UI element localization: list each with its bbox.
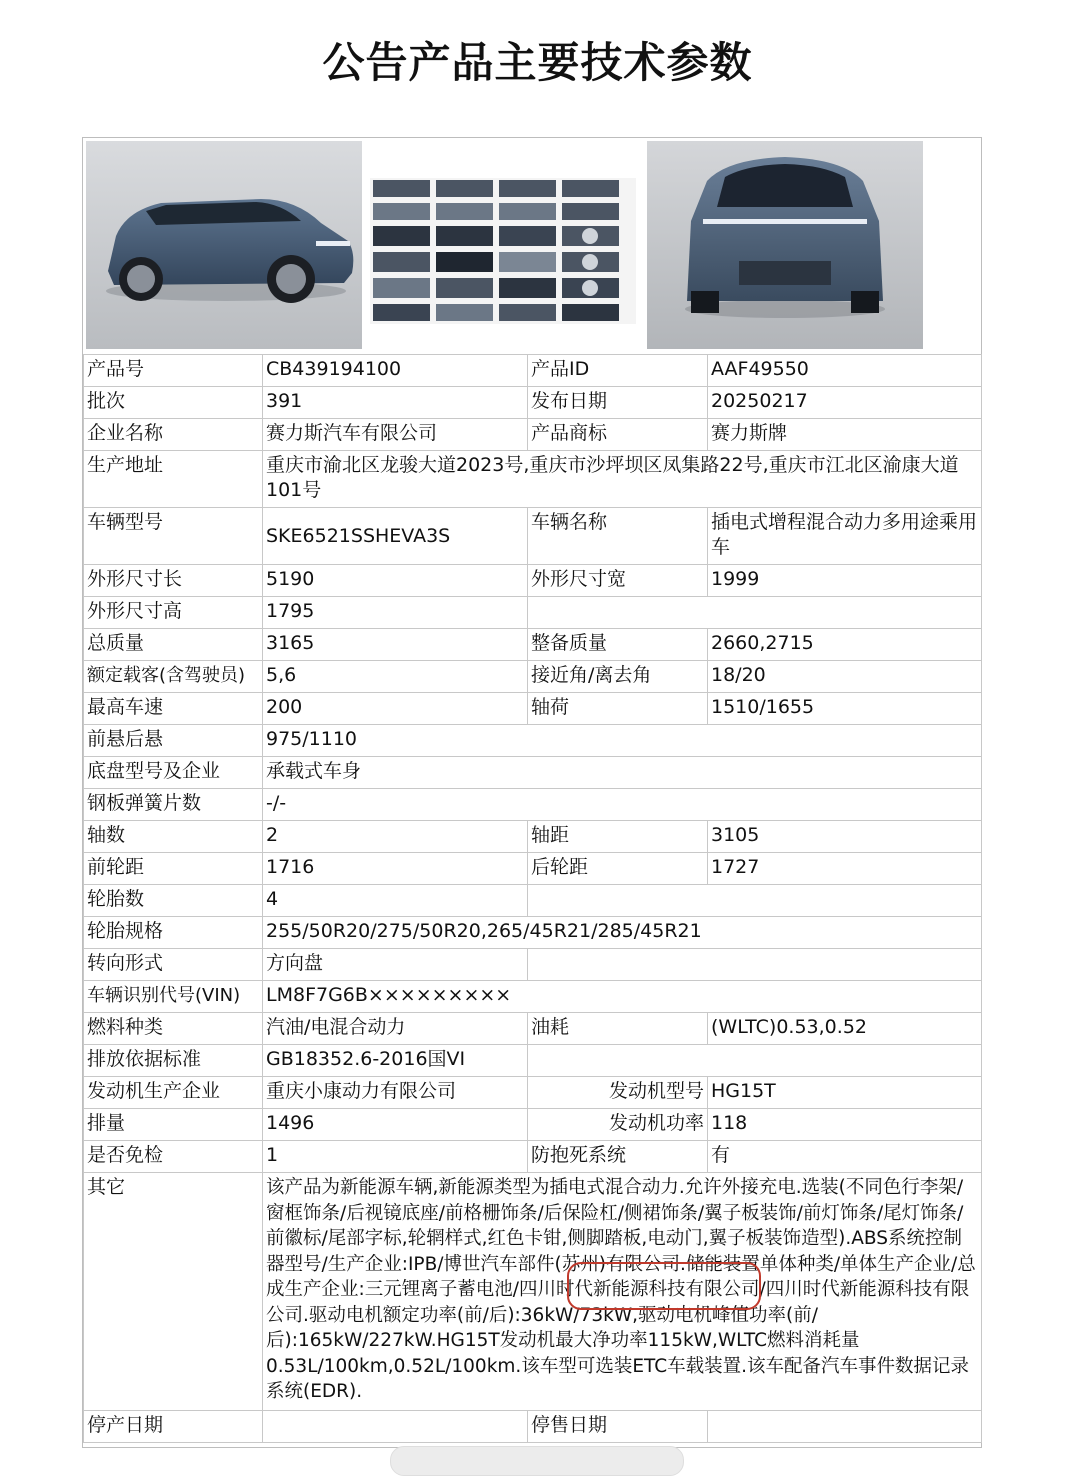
cell-value: 1510/1655: [708, 693, 982, 725]
cell-value: -/-: [263, 789, 982, 821]
table-row: [84, 853, 982, 885]
cell-value: 重庆小康动力有限公司: [263, 1077, 528, 1109]
cell-value: [263, 1411, 528, 1443]
cell-label: 轴距: [528, 821, 708, 853]
cell-label: 发动机型号: [528, 1077, 708, 1109]
cell-empty: [528, 597, 982, 629]
cell-label: 钢板弹簧片数: [84, 789, 263, 821]
cell-label: 车辆型号: [84, 508, 263, 565]
home-indicator[interactable]: [390, 1446, 684, 1476]
cell-value: 1: [263, 1141, 528, 1173]
cell-label: 底盘型号及企业: [84, 757, 263, 789]
car-rear-photo: [647, 141, 923, 349]
other-notes: 该产品为新能源车辆,新能源类型为插电式混合动力.允许外接充电.选装(不同色行李架/窗框饰条/后视镜底座/前格栅饰条/后保险杠/侧裙饰条/翼子板装饰/前灯饰条/尾灯饰条/前徽标/尾部字标,轮辋样式,红色卡钳,侧脚踏板,电动门,翼子板装饰造型).ABS系统控制器型号/生产企业:IPB/博世汽车部件(苏州)有限公司.储能装置单体种类/单体生产企业/总成生产企业:三元锂离子蓄电池/四川时代新能源科技有限公司/四川时代新能源科技有限公司.驱动电机额定功率(前/后):36kW/73kW,驱动电机峰值功率(前/后):165kW/227kW.HG15T发动机最大净功率115kW,WLTC燃料消耗量0.53L/100km,0.52L/100km.该车型可选装ETC车载装置.该车配备汽车事件数据记录系统(EDR).: [263, 1173, 982, 1411]
cell-label: 是否免检: [84, 1141, 263, 1173]
cell-empty: [528, 949, 982, 981]
cell-label: 前悬后悬: [84, 725, 263, 757]
cell-label: 生产地址: [84, 451, 263, 508]
cell-value: 1795: [263, 597, 528, 629]
cell-label: 停产日期: [84, 1411, 263, 1443]
table-row: [84, 565, 982, 597]
table-row: [84, 597, 982, 629]
cell-label: 轴数: [84, 821, 263, 853]
table-row: [84, 949, 982, 981]
cell-label: 轮胎数: [84, 885, 263, 917]
cell-value: 4: [263, 885, 528, 917]
table-row: [84, 917, 982, 949]
cell-value: 赛力斯汽车有限公司: [263, 419, 528, 451]
cell-value: 18/20: [708, 661, 982, 693]
cell-value: 承载式车身: [263, 757, 982, 789]
detail-collage: [370, 178, 636, 324]
cell-value: [708, 1411, 982, 1443]
table-row: [84, 1109, 982, 1141]
page-title: 公告产品主要技术参数: [322, 38, 753, 87]
table-row: [84, 419, 982, 451]
cell-value: 3165: [263, 629, 528, 661]
cell-value: 汽油/电混合动力: [263, 1013, 528, 1045]
cell-label: 额定载客(含驾驶员): [84, 661, 263, 693]
cell-value: LM8F7G6B×××××××××: [263, 981, 982, 1013]
cell-label: 排放依据标准: [84, 1045, 263, 1077]
cell-label: 产品号: [84, 355, 263, 387]
highlight-circle: [567, 1262, 761, 1310]
cell-label: 产品商标: [528, 419, 708, 451]
table-row: [84, 821, 982, 853]
table-row: [84, 885, 982, 917]
cell-value: GB18352.6-2016国VI: [263, 1045, 528, 1077]
cell-label: 停售日期: [528, 1411, 708, 1443]
table-row: [84, 757, 982, 789]
table-row: [84, 508, 982, 565]
cell-value: 1999: [708, 565, 982, 597]
cell-label: 轮胎规格: [84, 917, 263, 949]
car-front-photo: [86, 141, 362, 349]
cell-label: 后轮距: [528, 853, 708, 885]
cell-value: 5190: [263, 565, 528, 597]
cell-label: 燃料种类: [84, 1013, 263, 1045]
cell-value: 2660,2715: [708, 629, 982, 661]
cell-label: 其它: [84, 1173, 263, 1411]
table-row: [84, 693, 982, 725]
cell-value: 2: [263, 821, 528, 853]
cell-value: 方向盘: [263, 949, 528, 981]
cell-label: 总质量: [84, 629, 263, 661]
cell-value: 200: [263, 693, 528, 725]
table-row: [84, 629, 982, 661]
table-row: [84, 661, 982, 693]
cell-value: 1496: [263, 1109, 528, 1141]
cell-label: 最高车速: [84, 693, 263, 725]
cell-empty: [528, 885, 982, 917]
cell-value: 重庆市渝北区龙骏大道2023号,重庆市沙坪坝区凤集路22号,重庆市江北区渝康大道101号: [263, 451, 982, 508]
table-row: [84, 1077, 982, 1109]
table-row: [84, 451, 982, 508]
cell-value: 5,6: [263, 661, 528, 693]
table-row: [84, 355, 982, 387]
cell-value: 20250217: [708, 387, 982, 419]
cell-label: 产品ID: [528, 355, 708, 387]
cell-value: AAF49550: [708, 355, 982, 387]
table-row: [84, 1141, 982, 1173]
cell-label: 发布日期: [528, 387, 708, 419]
cell-label: 车辆名称: [528, 508, 708, 565]
cell-label: 发动机生产企业: [84, 1077, 263, 1109]
cell-value: 255/50R20/275/50R20,265/45R21/285/45R21: [263, 917, 982, 949]
cell-label: 排量: [84, 1109, 263, 1141]
cell-label: 接近角/离去角: [528, 661, 708, 693]
cell-value: 有: [708, 1141, 982, 1173]
table-row: [84, 1013, 982, 1045]
cell-value: 391: [263, 387, 528, 419]
cell-label: 发动机功率: [528, 1109, 708, 1141]
cell-value: 3105: [708, 821, 982, 853]
cell-label: 车辆识别代号(VIN): [84, 981, 263, 1013]
table-row: [84, 1045, 982, 1077]
cell-value: 1727: [708, 853, 982, 885]
cell-label: 外形尺寸宽: [528, 565, 708, 597]
cell-value: 赛力斯牌: [708, 419, 982, 451]
cell-label: 轴荷: [528, 693, 708, 725]
cell-label: 企业名称: [84, 419, 263, 451]
cell-value: 1716: [263, 853, 528, 885]
table-row: [84, 981, 982, 1013]
cell-label: 整备质量: [528, 629, 708, 661]
cell-value: 插电式增程混合动力多用途乘用车: [708, 508, 982, 565]
table-row: [84, 387, 982, 419]
cell-value: SKE6521SSHEVA3S: [263, 508, 528, 565]
cell-empty: [528, 1045, 982, 1077]
photo-strip: [83, 138, 981, 355]
cell-label: 转向形式: [84, 949, 263, 981]
cell-label: 批次: [84, 387, 263, 419]
cell-value: 118: [708, 1109, 982, 1141]
table-row: [84, 1173, 982, 1411]
cell-label: 外形尺寸高: [84, 597, 263, 629]
cell-value: (WLTC)0.53,0.52: [708, 1013, 982, 1045]
table-row: [84, 725, 982, 757]
table-row: [84, 1411, 982, 1443]
cell-value: HG15T: [708, 1077, 982, 1109]
table-row: [84, 789, 982, 821]
cell-label: 油耗: [528, 1013, 708, 1045]
spec-sheet: [82, 137, 982, 1448]
cell-value: 975/1110: [263, 725, 982, 757]
spec-table: [83, 354, 982, 1443]
cell-value: CB439194100: [263, 355, 528, 387]
cell-label: 外形尺寸长: [84, 565, 263, 597]
cell-label: 防抱死系统: [528, 1141, 708, 1173]
cell-label: 前轮距: [84, 853, 263, 885]
